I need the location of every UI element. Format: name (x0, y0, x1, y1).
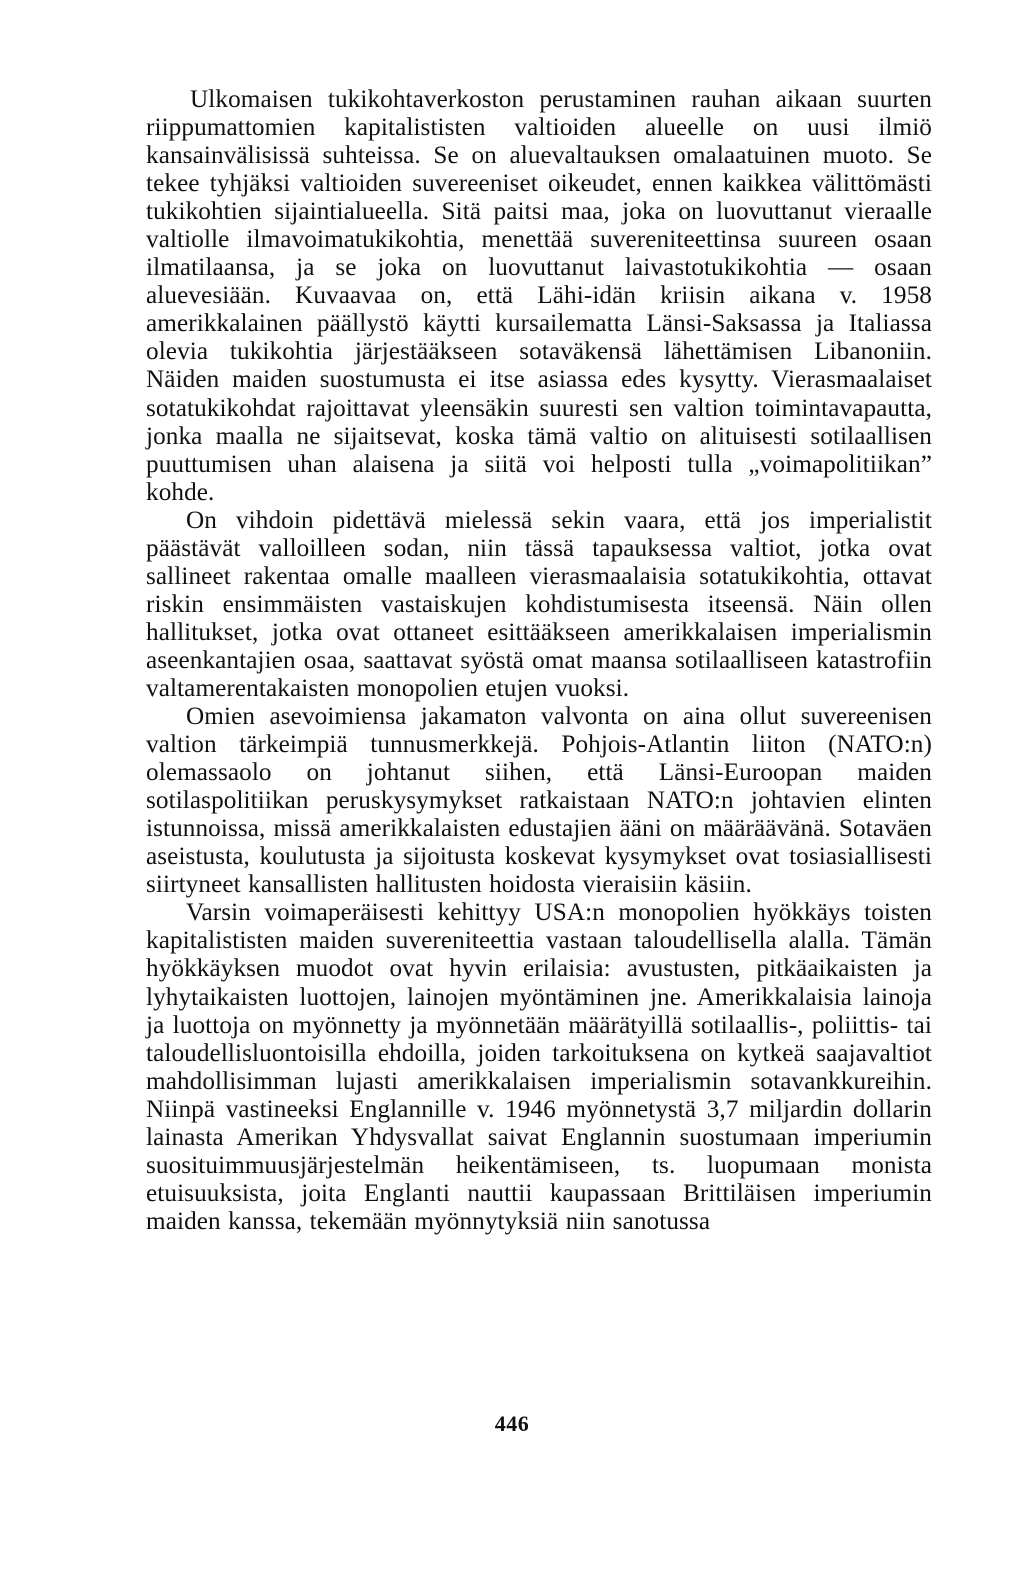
document-page (146, 86, 932, 1236)
paragraph-economic-offensive: Varsin voimaperäisesti kehittyy USA:n monopolien hyökkäys toisten kapitalististen maiden suvereniteettia vastaan taloudellisella alalla. Tämän hyökkäyksen muodot ovat hyvin erilaisia: avustusten, pitkäaikaisten ja lyhytaikaisten luottojen, lainojen myöntäminen jne. Amerikkalaisia lainoja ja luottoja on myönnetty ja myönnetään määrätyillä sotilaallis-, poliittis- tai taloudellisluontoisilla ehdoilla, joiden tarkoituksena on kytkeä saajavaltiot mahdollisimman lujasti amerikkalaisen imperialismin sotavankkureihin. Niinpä vastineeksi Englannille v. 1946 myönnetystä 3,7 miljardin dollarin lainasta Amerikan Yhdysvallat saivat Englannin suostumaan imperiumin suosituimmuusjärjestelmän heikentämiseen, ts. luopumaan monista etuisuuksista, joita Englanti nauttii kaupassaan Brittiläisen imperiumin maiden kanssa, tekemään myönnytyksiä niin sanotussa (146, 899, 932, 1235)
paragraph-armed-forces-control: Omien asevoimiensa jakamaton valvonta on aina ollut suvereenisen valtion tärkeimpiä tunnusmerkkejä. Pohjois-Atlantin liiton (NATO:n) olemassaolo on johtanut siihen, että Länsi-Euroopan maiden sotilaspolitiikan peruskysymykset ratkaistaan NATO:n johtavien elinten istunnoissa, missä amerikkalaisten edustajien ääni on määräävänä. Sotaväen aseistusta, koulutusta ja sijoitusta koskevat kysymykset ovat tosiasiallisesti siirtyneet kansallisten hallitusten hoidosta vieraisiin käsiin. (146, 703, 932, 899)
page-number: 446 (494, 1411, 530, 1436)
paragraph-war-risk: On vihdoin pidettävä mielessä sekin vaara, että jos imperialistit päästävät valloilleen sodan, niin tässä tapauksessa valtiot, jotka ovat sallineet rakentaa omalle maalleen vierasmaalaisia sotatukikohtia, ottavat riskin ensimmäisten vastaiskujen kohdistumisesta itseensä. Näin ollen hallitukset, jotka ovat ottaneet esittääkseen amerikkalaisen imperialismin aseenkantajien osaa, saattavat syöstä omat maansa sotilaalliseen katastrofiin valtamerentakaisten monopolien etujen vuoksi. (146, 506, 932, 702)
paragraph-foreign-bases: Ulkomaisen tukikohtaverkoston perustaminen rauhan aikaan suurten riippumattomien kapitalististen valtioiden alueelle on uusi ilmiö kansainvälisissä suhteissa. Se on aluevaltauksen omalaatuinen muoto. Se tekee tyhjäksi valtioiden suvereeniset oikeudet, ennen kaikkea välittömästi tukikohtien sijaintialueella. Sitä paitsi maa, joka on luovuttanut vieraalle valtiolle ilmavoimatukikohtia, menettää suvereniteettinsa suureen osaan ilmatilaansa, ja se joka on luovuttanut laivastotukikohtia — osaan aluevesiään. Kuvaavaa on, että Lähi-idän kriisin aikana v. 1958 amerikkalainen päällystö käytti kursailematta Länsi-Saksassa ja Italiassa olevia tukikohtia järjestääkseen sotaväkensä lähettämisen Libanoniin. Näiden maiden suostumusta ei itse asiassa edes kysytty. Vierasmaalaiset sotatukikohdat rajoittavat yleensäkin suuresti sen valtion toimintavapautta, jonka maalla ne sijaitsevat, koska tämä valtio on alituisesti sotilaallisen puuttumisen uhan alaisena ja siitä voi helposti tulla „voimapolitiikan” kohde. (146, 86, 932, 506)
